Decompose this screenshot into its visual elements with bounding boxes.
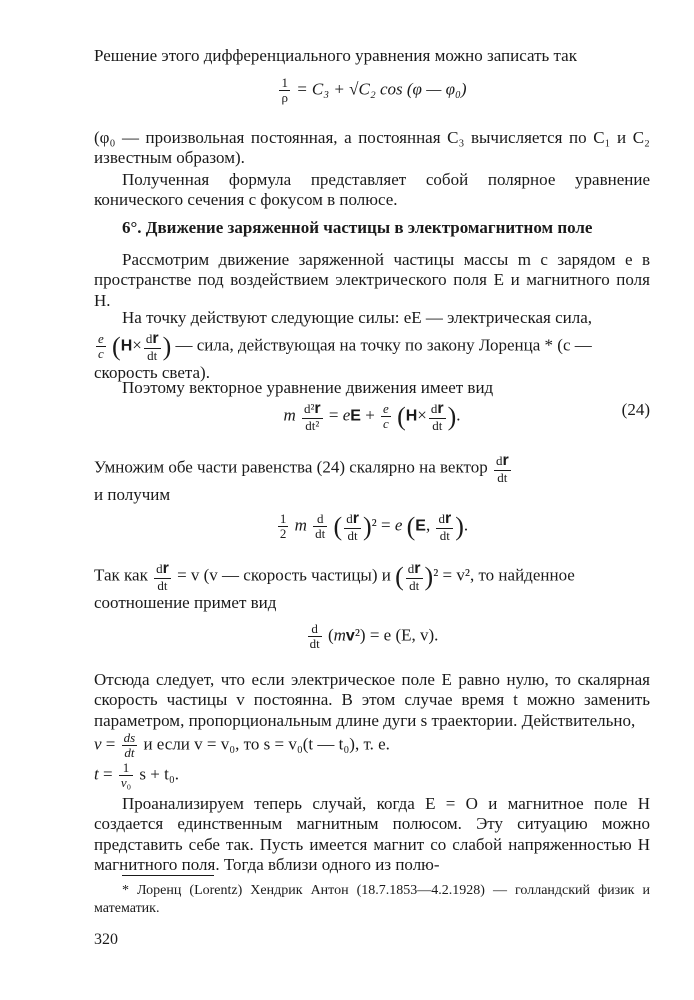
paragraph-electric-zero: Отсюда следует, что если электрическое поле E равно нулю, то скалярная скорость частицы v постоянна. В этом случае время t можно заменить параметром, пропорциональным длине дуги s траектории. Действительно, v = $\frac{ds}{dt}$ и если v = v₀, то s = v₀(t — t₀), т. е. t = $\frac{1}{\text{v₀}}$ s + t₀. <box>94 670 650 791</box>
paragraph-conic-section: Полученная формула представляет собой полярное уравнение конического сечения с фокусом в полюсе. <box>94 170 650 210</box>
equation-energy: $\frac{1}{2}$ m $\frac{d}{dt}$ ( $\frac{dr}{dt}$ )² = e (E, $\frac{dr}{dt}$ ). <box>279 510 469 543</box>
footnote: * Лоренц (Lorentz) Хендрик Антон (18.7.1853—4.2.1928) — голландский физик и математик. <box>94 883 650 916</box>
paragraph-constants: (φ₀ — произвольная постоянная, а постоянная C₃ вычисляется по C₁ и C₂ известным образом). <box>94 128 650 168</box>
equation-number: (24) <box>621 400 650 419</box>
paragraph-velocity: Так как $\frac{dr}{dt}$ = v (v — скорость частицы) и ( $\frac{dr}{dt}$ )² = v², то найденное соотношение примет вид <box>94 560 575 612</box>
section-heading: 6°. Движение заряженной частицы в электромагнитном поле <box>122 218 593 237</box>
paragraph-magnetic-pole: Проанализируем теперь случай, когда E = O и магнитное поле H создается единственным магнитным полюсом. Эту ситуацию можно представить себе так. Пусть имеется магнит со слабой напряженностью H магнитного поля. Тогда вблизи одного из полю- <box>94 794 650 875</box>
paragraph-forces: На точку действуют следующие силы: eE — электрическая сила, $\frac{e}{c}$ (H× $\frac{dr}{dt}$ ) — сила, действующая на точку по закону Лоренца * (c — скорость света). <box>94 308 593 383</box>
paragraph-intro: Решение этого дифференциального уравнения можно записать так <box>94 46 577 65</box>
equation-conic-rhs: = C₃ + √C₂ cos (φ — φ₀) <box>296 79 467 99</box>
paragraph-vector-eq-intro: Поэтому векторное уравнение движения имеет вид <box>122 378 494 397</box>
fraction-one-over-rho: $\frac{1}{\rho}$ <box>281 75 288 106</box>
equation-conic <box>94 76 650 106</box>
paragraph-charged-particle: Рассмотрим движение заряженной частицы массы m с зарядом e в пространстве под воздействием электрического поля E и магнитного поля H. <box>94 250 650 310</box>
paragraph-multiply: Умножим обе части равенства (24) скалярно на вектор $\frac{dr}{dt}$ и получим <box>94 452 509 504</box>
fraction-e-over-c: $\frac{e}{c}$ <box>98 331 104 362</box>
footnote-divider <box>122 875 214 876</box>
equation-24: m $\frac{\text{d²r}}{\text{dt²}}$ = eE + $\frac{e}{c}$ (H× $\frac{dr}{dt}$ ). (24) <box>283 400 650 433</box>
fraction-dr-dt: $\frac{dr}{dt}$ <box>145 330 159 363</box>
page-number: 320 <box>94 931 118 948</box>
equation-scalar-energy: $\frac{d}{dt}$ (mv²) = e (E, v). <box>309 621 439 652</box>
